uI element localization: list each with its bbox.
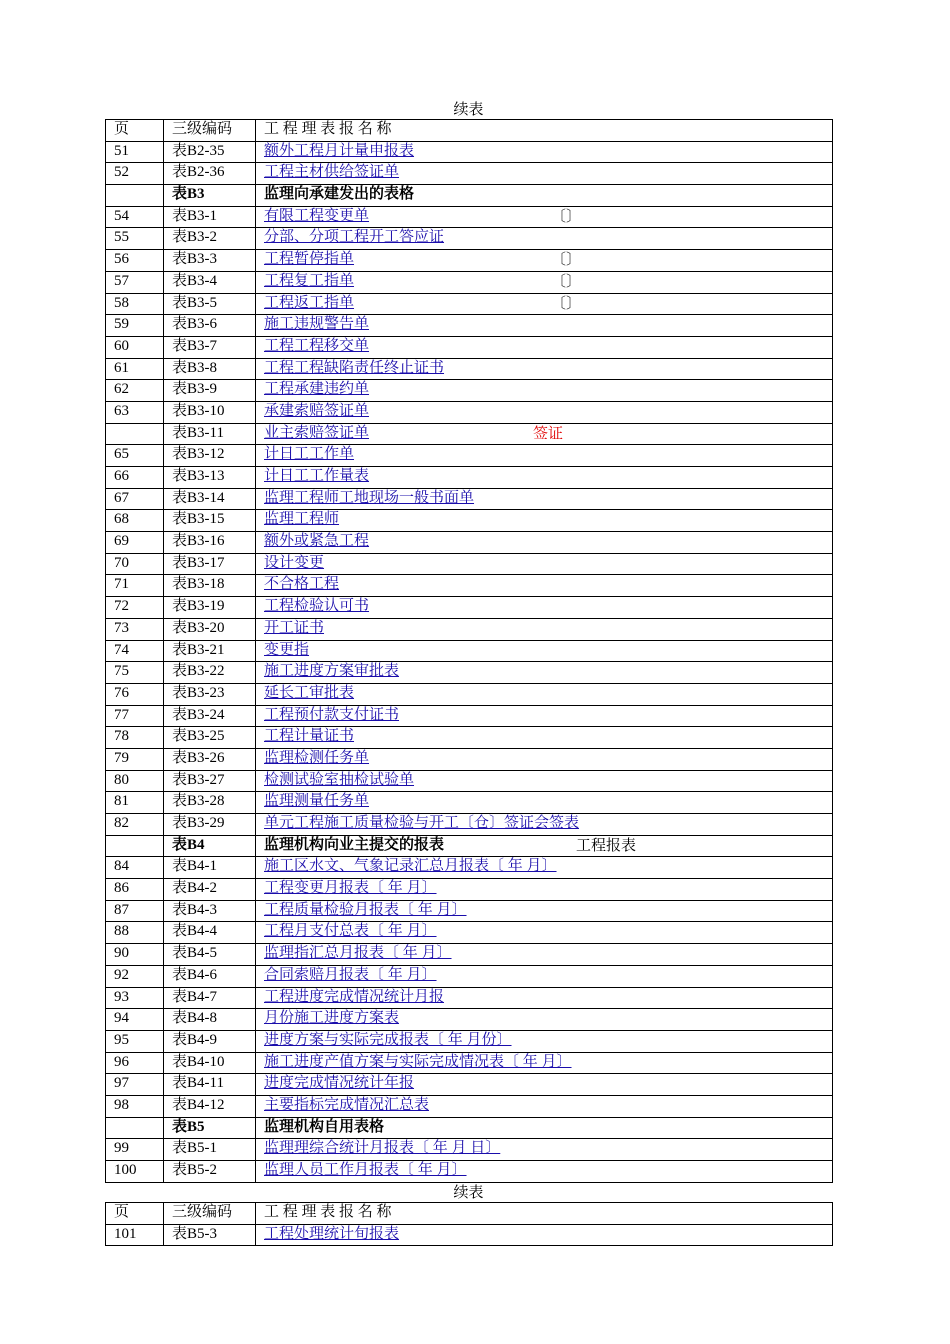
form-link[interactable]: 检测试验室抽检试验单: [264, 771, 415, 788]
row-page-number: 97: [106, 1074, 164, 1096]
row-page-number: 84: [106, 857, 164, 879]
table-row: [106, 987, 833, 1009]
row-code: 表B3-9: [164, 380, 256, 402]
section-title: 监理向承建发出的表格: [264, 186, 415, 203]
form-link[interactable]: 工程返工指单: [264, 294, 355, 311]
table-row: [106, 1030, 833, 1052]
form-link[interactable]: 承建索赔签证单: [264, 402, 370, 419]
header-page: 页: [106, 120, 164, 142]
row-code: 表B3-6: [164, 315, 256, 337]
row-name-cell: [256, 488, 833, 510]
row-page-number: 92: [106, 965, 164, 987]
row-page-number: 90: [106, 944, 164, 966]
row-code: 表B3-19: [164, 597, 256, 619]
table-row: [106, 900, 833, 922]
form-link[interactable]: 计日工工作量表: [264, 468, 370, 484]
row-code: 表B3-24: [164, 705, 256, 727]
row-page-number: 56: [106, 250, 164, 272]
row-name-cell: [256, 879, 833, 901]
row-note: 签证: [533, 425, 564, 442]
row-name-cell: [256, 922, 833, 944]
header-code: 三级编码: [164, 120, 256, 142]
table-row: [106, 532, 833, 554]
table-row: [106, 965, 833, 987]
form-link[interactable]: 工程预付款支付证书: [264, 706, 400, 723]
row-code: 表B3-17: [164, 553, 256, 575]
table-row: [106, 228, 833, 250]
row-code: 表B4: [164, 835, 256, 857]
table-row: [106, 510, 833, 532]
table-row: [106, 358, 833, 380]
row-page-number: 74: [106, 640, 164, 662]
table-row: [106, 1009, 833, 1031]
row-name-cell: [256, 315, 833, 337]
row-page-number: 75: [106, 662, 164, 684]
header-code: 三级编码: [164, 1203, 256, 1225]
form-link[interactable]: 工程主材供给签证单: [264, 164, 400, 181]
row-code: 表B3-3: [164, 250, 256, 272]
form-link[interactable]: 施工进度产值方案与实际完成情况表〔 年 月〕: [264, 1053, 572, 1070]
table-row: [106, 315, 833, 337]
row-code: 表B3-7: [164, 336, 256, 358]
row-name-cell: [256, 597, 833, 619]
form-link[interactable]: 监理测量任务单: [264, 793, 370, 810]
row-page-number: [106, 1117, 164, 1139]
table-row: [106, 206, 833, 228]
form-link[interactable]: 工程月支付总表〔 年 月〕: [264, 923, 437, 940]
form-link[interactable]: 月份施工进度方案表: [264, 1010, 400, 1027]
row-page-number: 79: [106, 748, 164, 770]
table-row: [106, 835, 833, 857]
row-name-cell: [256, 683, 833, 705]
row-code: 表B4-3: [164, 900, 256, 922]
row-code: 表B4-2: [164, 879, 256, 901]
form-link[interactable]: 工程质量检验月报表〔 年 月〕: [264, 901, 467, 918]
table-row: [106, 662, 833, 684]
row-name-cell: [256, 1052, 833, 1074]
row-name-cell: [256, 987, 833, 1009]
row-page-number: 88: [106, 922, 164, 944]
form-link[interactable]: 施工区水文、气象记录汇总月报表〔 年 月〕: [264, 858, 557, 875]
form-link[interactable]: 工程工程缺陷责任终止证书: [264, 359, 445, 376]
row-name-cell: [256, 1117, 833, 1139]
form-link[interactable]: 监理人员工作月报表〔 年 月〕: [264, 1162, 467, 1178]
row-name-cell: [256, 185, 833, 207]
row-code: 表B3-25: [164, 727, 256, 749]
row-page-number: 51: [106, 141, 164, 163]
row-code: 表B3-14: [164, 488, 256, 510]
row-code: 表B5: [164, 1117, 256, 1139]
row-page-number: 73: [106, 618, 164, 640]
row-page-number: 66: [106, 467, 164, 489]
row-page-number: 61: [106, 358, 164, 380]
row-name-cell: [256, 358, 833, 380]
continued-caption-top: 续表: [453, 102, 484, 118]
row-code: 表B4-5: [164, 944, 256, 966]
form-index-table: [105, 119, 833, 1183]
form-link[interactable]: 监理检测任务单: [264, 749, 370, 766]
row-name-cell: [256, 1030, 833, 1052]
row-page-number: 62: [106, 380, 164, 402]
row-code: 表B3-11: [164, 423, 256, 445]
row-code: 表B3-21: [164, 640, 256, 662]
row-page-number: 76: [106, 683, 164, 705]
row-code: 表B3-13: [164, 467, 256, 489]
row-page-number: 60: [106, 336, 164, 358]
table-row: [106, 1074, 833, 1096]
table-row: [106, 748, 833, 770]
table-row: [106, 380, 833, 402]
form-link[interactable]: 工程工程移交单: [264, 337, 370, 354]
table-row: [106, 336, 833, 358]
form-link[interactable]: 工程进度完成情况统计月报: [264, 988, 445, 1005]
table-row: [106, 575, 833, 597]
row-code: 表B4-11: [164, 1074, 256, 1096]
row-name-cell: [256, 1009, 833, 1031]
row-page-number: [106, 185, 164, 207]
row-code: 表B4-7: [164, 987, 256, 1009]
form-link[interactable]: 工程承建违约单: [264, 381, 370, 398]
form-link[interactable]: 监理指汇总月报表〔 年 月〕: [264, 945, 452, 962]
row-code: 表B4-6: [164, 965, 256, 987]
form-link[interactable]: 工程计量证书: [264, 728, 355, 745]
table-row: [106, 597, 833, 619]
form-link[interactable]: 监理工程师工地现场一般书面单: [264, 489, 475, 506]
row-code: 表B5-1: [164, 1139, 256, 1161]
form-link[interactable]: 有限工程变更单: [264, 207, 370, 224]
table-row: [106, 553, 833, 575]
section-title: 监理机构向业主提交的报表: [264, 836, 445, 853]
form-link[interactable]: 施工违规警告单: [264, 316, 370, 333]
row-code: 表B3-16: [164, 532, 256, 554]
row-name-cell: [256, 857, 833, 879]
row-name-cell: [256, 141, 833, 163]
header-page: 页: [106, 1203, 164, 1225]
row-name-cell: [256, 293, 833, 315]
row-code: 表B3-12: [164, 445, 256, 467]
section-title: 监理机构自用表格: [264, 1118, 385, 1135]
table-row: [106, 705, 833, 727]
row-code: 表B3-8: [164, 358, 256, 380]
row-code: 表B3-23: [164, 683, 256, 705]
table-header-row: [106, 1203, 833, 1225]
row-code: 表B3-20: [164, 618, 256, 640]
row-page-number: 98: [106, 1095, 164, 1117]
row-note: 工程报表: [576, 837, 637, 854]
row-code: 表B3-18: [164, 575, 256, 597]
row-name-cell: [256, 1095, 833, 1117]
table-row: [106, 293, 833, 315]
row-page-number: 99: [106, 1139, 164, 1161]
row-code: 表B5-2: [164, 1161, 256, 1183]
table-row: [106, 792, 833, 814]
row-name-cell: [256, 640, 833, 662]
row-code: 表B4-8: [164, 1009, 256, 1031]
form-link[interactable]: 合同索赔月报表〔 年 月〕: [264, 966, 437, 983]
row-code: 表B3-27: [164, 770, 256, 792]
row-page-number: 95: [106, 1030, 164, 1052]
form-link[interactable]: 进度方案与实际完成报表〔 年 月份〕: [264, 1031, 512, 1048]
table-row: [106, 727, 833, 749]
row-code: 表B3-15: [164, 510, 256, 532]
row-page-number: 81: [106, 792, 164, 814]
row-note: 〔〕: [551, 208, 582, 225]
row-page-number: [106, 835, 164, 857]
row-name-cell: [256, 250, 833, 272]
row-name-cell: [256, 445, 833, 467]
table-row: [106, 618, 833, 640]
form-link[interactable]: 单元工程施工质量检验与开工〔仓〕签证会签表: [264, 815, 580, 831]
form-link[interactable]: 变更指: [264, 641, 310, 658]
row-name-cell: [256, 401, 833, 423]
row-name-cell: [256, 271, 833, 293]
row-page-number: 54: [106, 206, 164, 228]
table-row: [106, 770, 833, 792]
row-name-cell: [256, 814, 833, 836]
row-name-cell: [256, 532, 833, 554]
row-name-cell: [256, 467, 833, 489]
row-note: 〔〕: [551, 252, 582, 269]
row-page-number: 70: [106, 553, 164, 575]
row-code: 表B3-2: [164, 228, 256, 250]
row-page-number: 52: [106, 163, 164, 185]
table-row: [106, 944, 833, 966]
row-name-cell: [256, 575, 833, 597]
row-page-number: 63: [106, 401, 164, 423]
continued-caption-bottom: 续表: [453, 1185, 484, 1201]
row-code: 表B3-26: [164, 748, 256, 770]
row-code: 表B4-1: [164, 857, 256, 879]
form-link[interactable]: 工程检验认可书: [264, 598, 370, 615]
row-note: 〔〕: [551, 295, 582, 312]
row-page-number: 82: [106, 814, 164, 836]
row-name-cell: [256, 965, 833, 987]
row-name-cell: [256, 792, 833, 814]
table-row: [106, 857, 833, 879]
row-name-cell: [256, 380, 833, 402]
row-note: 〔〕: [551, 273, 582, 290]
row-name-cell: [256, 900, 833, 922]
table-row: [106, 683, 833, 705]
table-row: [106, 1095, 833, 1117]
row-name-cell: [256, 618, 833, 640]
form-link[interactable]: 延长工审批表: [264, 684, 355, 701]
table-row: [106, 879, 833, 901]
form-index-table-continued: [105, 1202, 833, 1246]
row-page-number: 93: [106, 987, 164, 1009]
form-link[interactable]: 额外或紧急工程: [264, 533, 370, 550]
row-code: 表B3-4: [164, 271, 256, 293]
form-link[interactable]: 不合格工程: [264, 576, 340, 593]
row-name-cell: [256, 163, 833, 185]
table-row: [106, 1117, 833, 1139]
row-page-number: 59: [106, 315, 164, 337]
row-name-cell: [256, 206, 833, 228]
table-row: [106, 814, 833, 836]
form-link[interactable]: 工程暂停指单: [264, 251, 355, 268]
table-row: [106, 1052, 833, 1074]
table-row: [106, 401, 833, 423]
row-code: 表B3-29: [164, 814, 256, 836]
table-row: [106, 488, 833, 510]
row-page-number: 96: [106, 1052, 164, 1074]
form-link[interactable]: 业主索赔签证单: [264, 424, 370, 441]
table-header-row: [106, 120, 833, 142]
table-row: [106, 640, 833, 662]
table-row: [106, 467, 833, 489]
form-link[interactable]: 工程处理统计旬报表: [264, 1225, 400, 1242]
row-name-cell: [256, 423, 833, 445]
row-page-number: 78: [106, 727, 164, 749]
row-name-cell: [256, 553, 833, 575]
row-code: 表B4-12: [164, 1095, 256, 1117]
row-code: 表B3-5: [164, 293, 256, 315]
table-row: [106, 163, 833, 185]
table-row: [106, 423, 833, 445]
row-page-number: 65: [106, 445, 164, 467]
row-code: 表B4-9: [164, 1030, 256, 1052]
row-name-cell: [256, 336, 833, 358]
row-page-number: 57: [106, 271, 164, 293]
table-row: [106, 1161, 833, 1183]
table-row: [106, 185, 833, 207]
row-page-number: 80: [106, 770, 164, 792]
row-code: 表B3: [164, 185, 256, 207]
form-link[interactable]: 设计变更: [264, 554, 325, 571]
row-name-cell: [256, 770, 833, 792]
form-link[interactable]: 开工证书: [264, 619, 325, 636]
header-name: 工 程 理 表 报 名 称: [256, 1203, 833, 1225]
row-name-cell: [256, 510, 833, 532]
form-link[interactable]: 分部、分项工程开工答应证: [264, 229, 445, 246]
row-name-cell: [256, 1161, 833, 1183]
row-name-cell: [256, 944, 833, 966]
row-page-number: 69: [106, 532, 164, 554]
table-row: [106, 922, 833, 944]
table-row: [106, 141, 833, 163]
row-page-number: 86: [106, 879, 164, 901]
row-name-cell: [256, 748, 833, 770]
row-page-number: 71: [106, 575, 164, 597]
row-code: 表B2-36: [164, 163, 256, 185]
row-page-number: 77: [106, 705, 164, 727]
row-code: 表B3-1: [164, 206, 256, 228]
row-page-number: 94: [106, 1009, 164, 1031]
row-page-number: 72: [106, 597, 164, 619]
header-name: 工 程 理 表 报 名 称: [256, 120, 833, 142]
table-row: [106, 271, 833, 293]
row-name-cell: [256, 1224, 833, 1246]
row-page-number: 68: [106, 510, 164, 532]
form-link[interactable]: 进度完成情况统计年报: [264, 1075, 415, 1092]
row-page-number: 100: [106, 1161, 164, 1183]
row-page-number: 55: [106, 228, 164, 250]
row-page-number: [106, 423, 164, 445]
row-code: 表B3-10: [164, 401, 256, 423]
form-link[interactable]: 计日工工作单: [264, 446, 355, 463]
row-page-number: 87: [106, 900, 164, 922]
row-name-cell: [256, 1074, 833, 1096]
row-code: 表B5-3: [164, 1224, 256, 1246]
row-name-cell: [256, 727, 833, 749]
table-row: [106, 1139, 833, 1161]
row-name-cell: [256, 1139, 833, 1161]
row-name-cell: [256, 662, 833, 684]
row-code: 表B2-35: [164, 141, 256, 163]
table-row: [106, 1224, 833, 1246]
row-code: 表B3-28: [164, 792, 256, 814]
form-link[interactable]: 主要指标完成情况汇总表: [264, 1096, 430, 1113]
row-name-cell: [256, 228, 833, 250]
form-link[interactable]: 施工进度方案审批表: [264, 663, 400, 680]
row-name-cell: [256, 835, 833, 857]
table-row: [106, 250, 833, 272]
form-link[interactable]: 额外工程月计量申报表: [264, 142, 415, 159]
row-code: 表B4-4: [164, 922, 256, 944]
row-page-number: 58: [106, 293, 164, 315]
form-link[interactable]: 工程复工指单: [264, 272, 355, 289]
form-link[interactable]: 监理理综合统计月报表〔 年 月 日〕: [264, 1140, 501, 1157]
row-page-number: 101: [106, 1224, 164, 1246]
row-code: 表B3-22: [164, 662, 256, 684]
table-row: [106, 445, 833, 467]
row-page-number: 67: [106, 488, 164, 510]
row-code: 表B4-10: [164, 1052, 256, 1074]
form-link[interactable]: 工程变更月报表〔 年 月〕: [264, 880, 437, 897]
form-link[interactable]: 监理工程师: [264, 511, 340, 528]
row-name-cell: [256, 705, 833, 727]
